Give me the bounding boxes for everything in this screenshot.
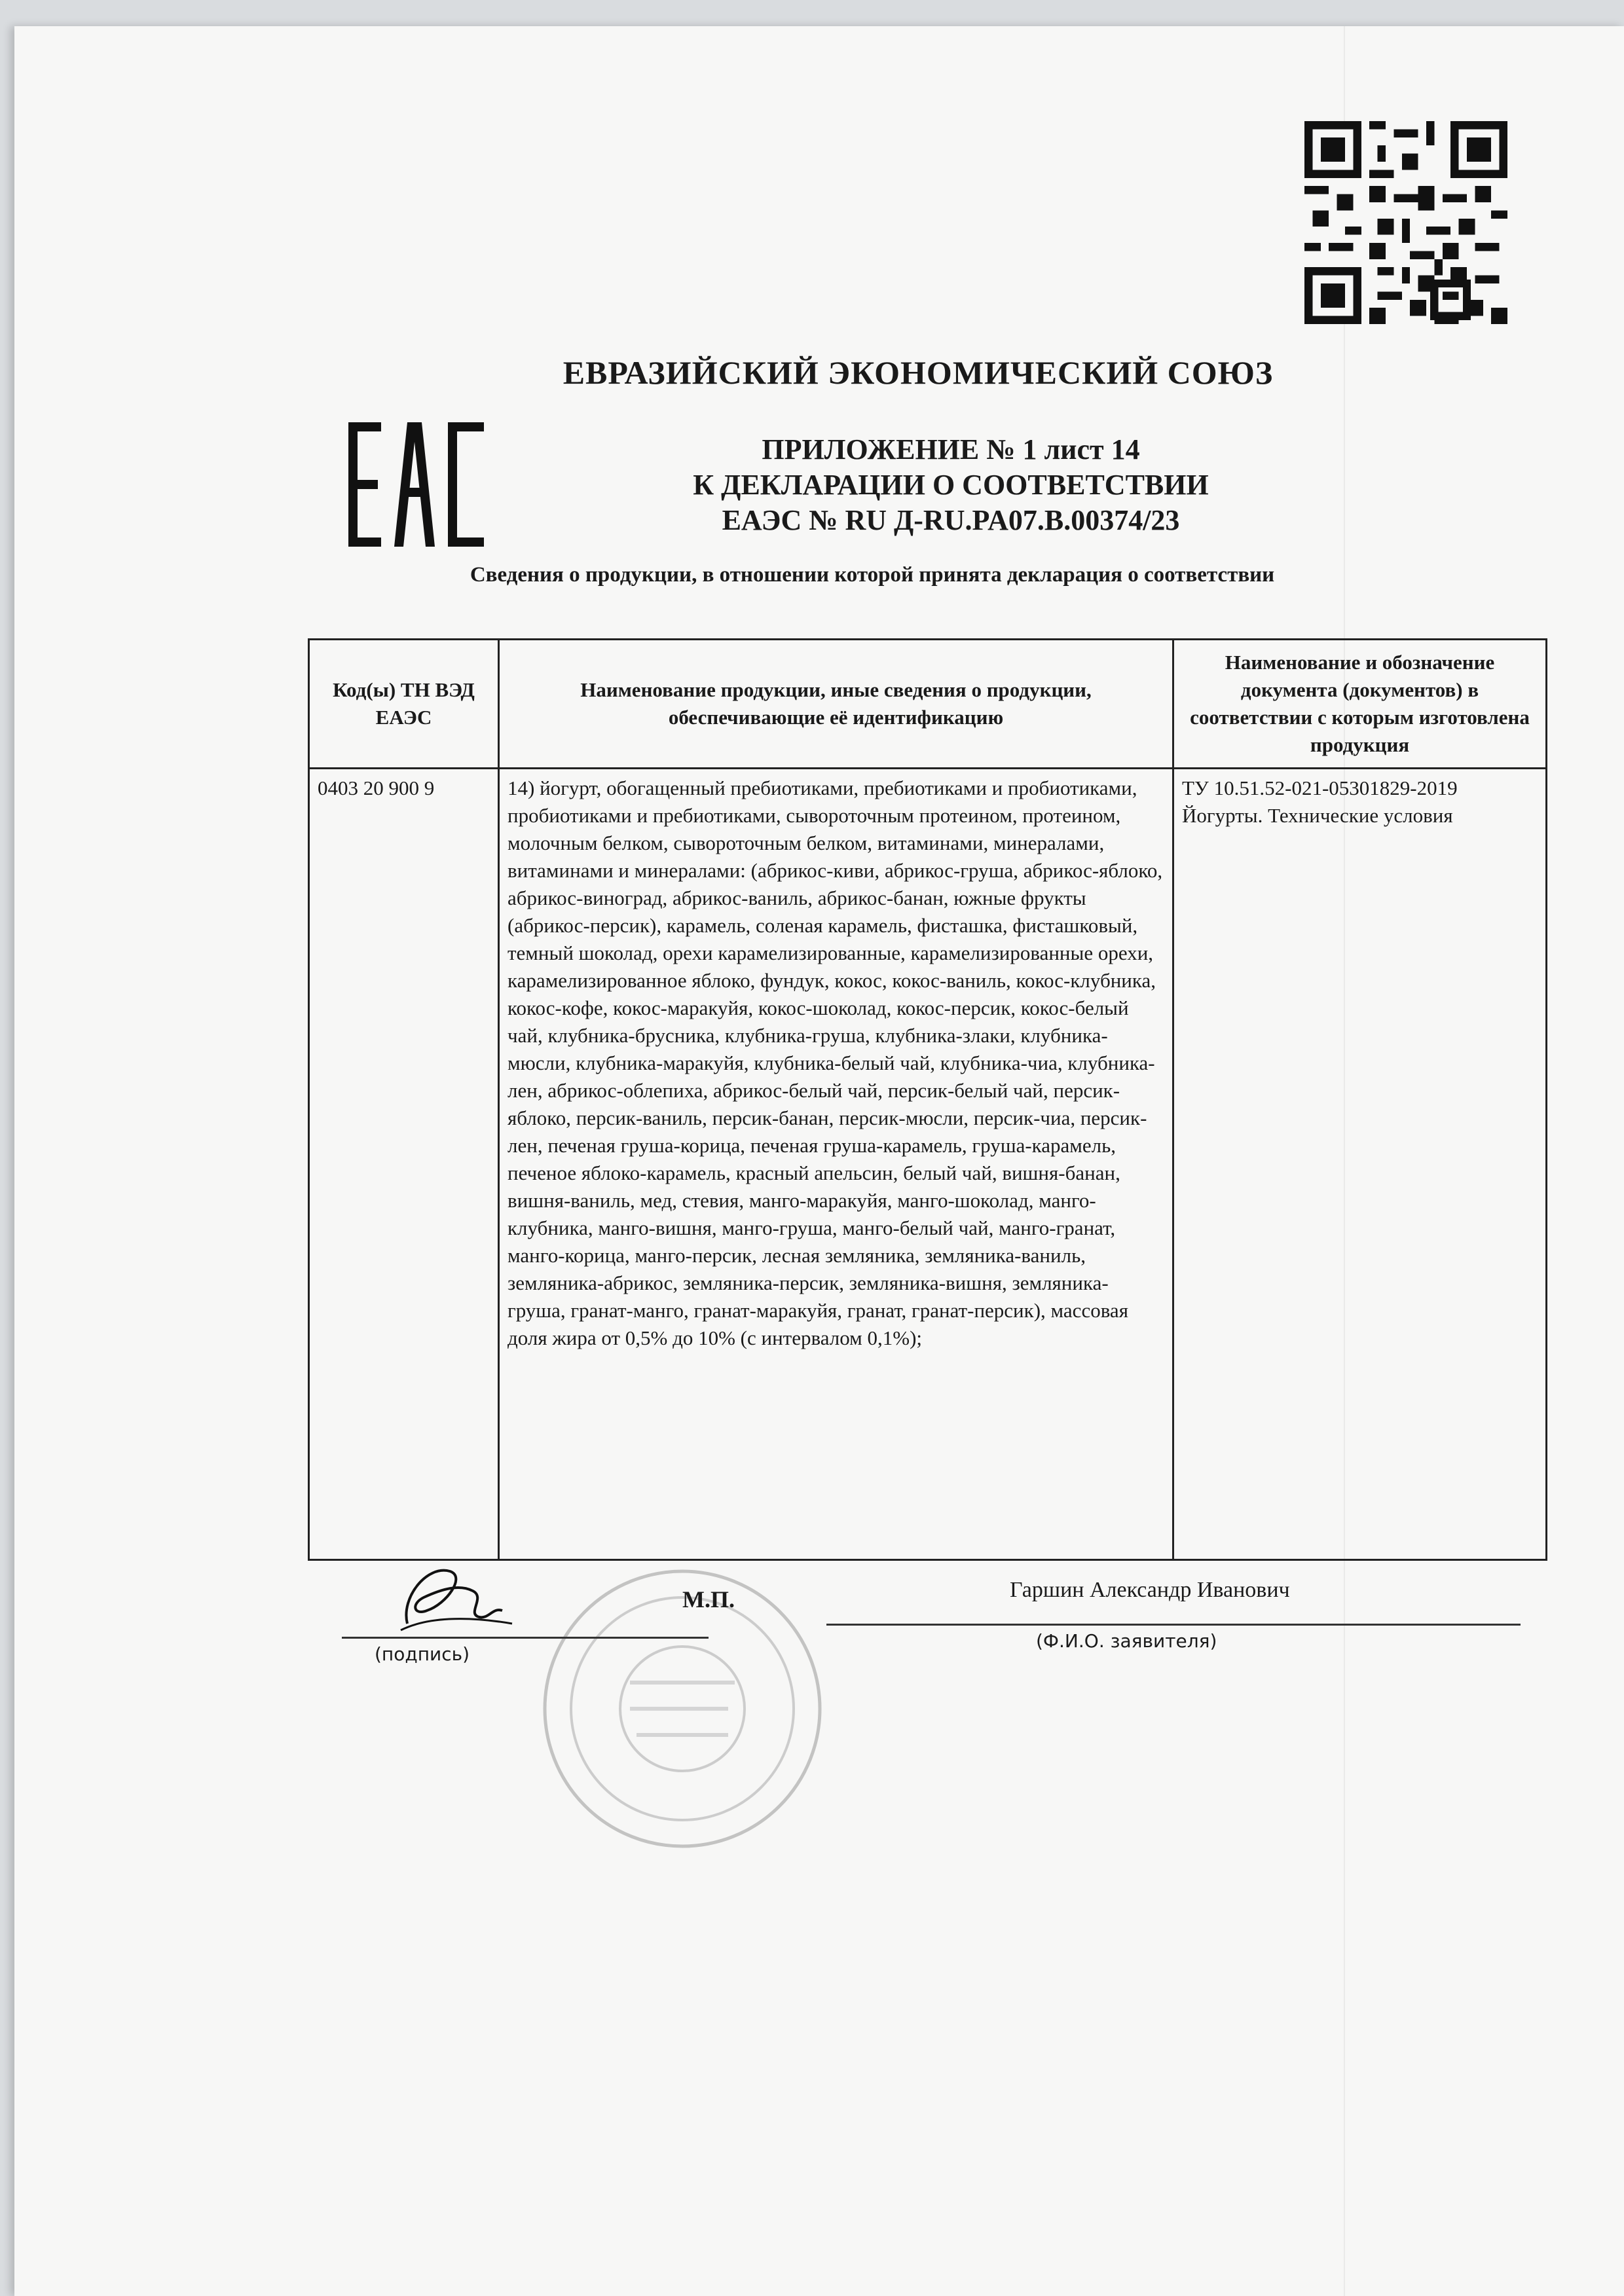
signature-line <box>342 1637 709 1639</box>
cell-description: 14) йогурт, обогащенный пребиотиками, пребиотиками и пробиотиками, пробиотиками и пребиотиками, сывороточным протеином, протеином, молочным белком, сывороточным белком, витаминами, минералами, витаминами и минералами: (абрикос-киви, абрикос-груша, абрикос-яблоко, абрикос-виноград, абрикос-ваниль, абрикос-банан, южные фрукты (абрикос-персик), карамель, соленая карамель, фисташка, фисташковый, темный шоколад, орехи карамелизированные, карамелизированные орехи, карамелизированное яблоко, фундук, кокос, кокос-ваниль, кокос-клубника, кокос-кофе, кокос-маракуйя, кокос-шоколад, кокос-персик, кокос-белый чай, клубника-брусника, клубника-груша, клубника-злаки, клубника-мюсли, клубника-маракуйя, клубника-белый чай, клубника-чиа, клубника-лен, абрикос-облепиха, абрикос-белый чай, персик-белый чай, персик-яблоко, персик-ваниль, персик-банан, персик-мюсли, персик-чиа, персик-лен, печеная груша-корица, печеная груша-карамель, груша-карамель, печеное яблоко-карамель, красный апельсин, белый чай, вишня-банан, вишня-ваниль, мед, стевия, манго-маракуйя, манго-шоколад, манго-клубника, манго-вишня, манго-груша, манго-белый чай, манго-гранат, манго-корица, манго-персик, лесная земляника, земляника-ваниль, земляника-абрикос, земляника-персик, земляника-вишня, земляника-груша, гранат-манго, гранат-маракуйя, гранат, гранат-персик), массовая доля жира от 0,5% до 10% (с интервалом 0,1%); <box>499 769 1173 1560</box>
header-name: Наименование продукции, иные сведения о продукции, обеспечивающие её идентификацию <box>499 640 1173 769</box>
fio-caption: (Ф.И.О. заявителя) <box>1036 1630 1217 1652</box>
signature-icon <box>388 1545 519 1643</box>
name-line <box>826 1624 1521 1626</box>
products-subtitle: Сведения о продукции, в отношении которой принята декларация о соответствии <box>470 563 1275 587</box>
cell-code: 0403 20 900 9 <box>309 769 499 1560</box>
cell-doc <box>1173 769 1547 1560</box>
qr-code-icon <box>1304 111 1507 334</box>
doc-code: ТУ 10.51.52-021-05301829-2019 <box>1182 776 1458 799</box>
appendix-line-2: К ДЕКЛАРАЦИИ О СООТВЕТСТВИИ <box>693 469 1209 501</box>
header-code: Код(ы) ТН ВЭД ЕАЭС <box>309 640 499 769</box>
signature-area <box>329 1545 1547 1755</box>
signature-caption: (подпись) <box>375 1643 470 1665</box>
union-title: ЕВРАЗИЙСКИЙ ЭКОНОМИЧЕСКИЙ СОЮЗ <box>563 354 1274 391</box>
appendix-heading <box>591 432 1311 538</box>
doc-name: Йогурты. Технические условия <box>1182 804 1453 827</box>
document-sheet <box>14 26 1624 2296</box>
table-row <box>309 769 1547 1560</box>
signer-name: Гаршин Александр Иванович <box>1010 1578 1290 1602</box>
mp-label: М.П. <box>682 1586 735 1613</box>
table-header-row <box>309 640 1547 769</box>
products-table <box>308 638 1547 1561</box>
eac-logo <box>342 416 492 553</box>
header-doc: Наименование и обозначение документа (документов) в соответствии с которым изготовлена продукция <box>1173 640 1547 769</box>
appendix-line-1: ПРИЛОЖЕНИЕ № 1 лист 14 <box>762 433 1140 465</box>
declaration-number: ЕАЭС № RU Д-RU.PA07.B.00374/23 <box>722 504 1180 536</box>
